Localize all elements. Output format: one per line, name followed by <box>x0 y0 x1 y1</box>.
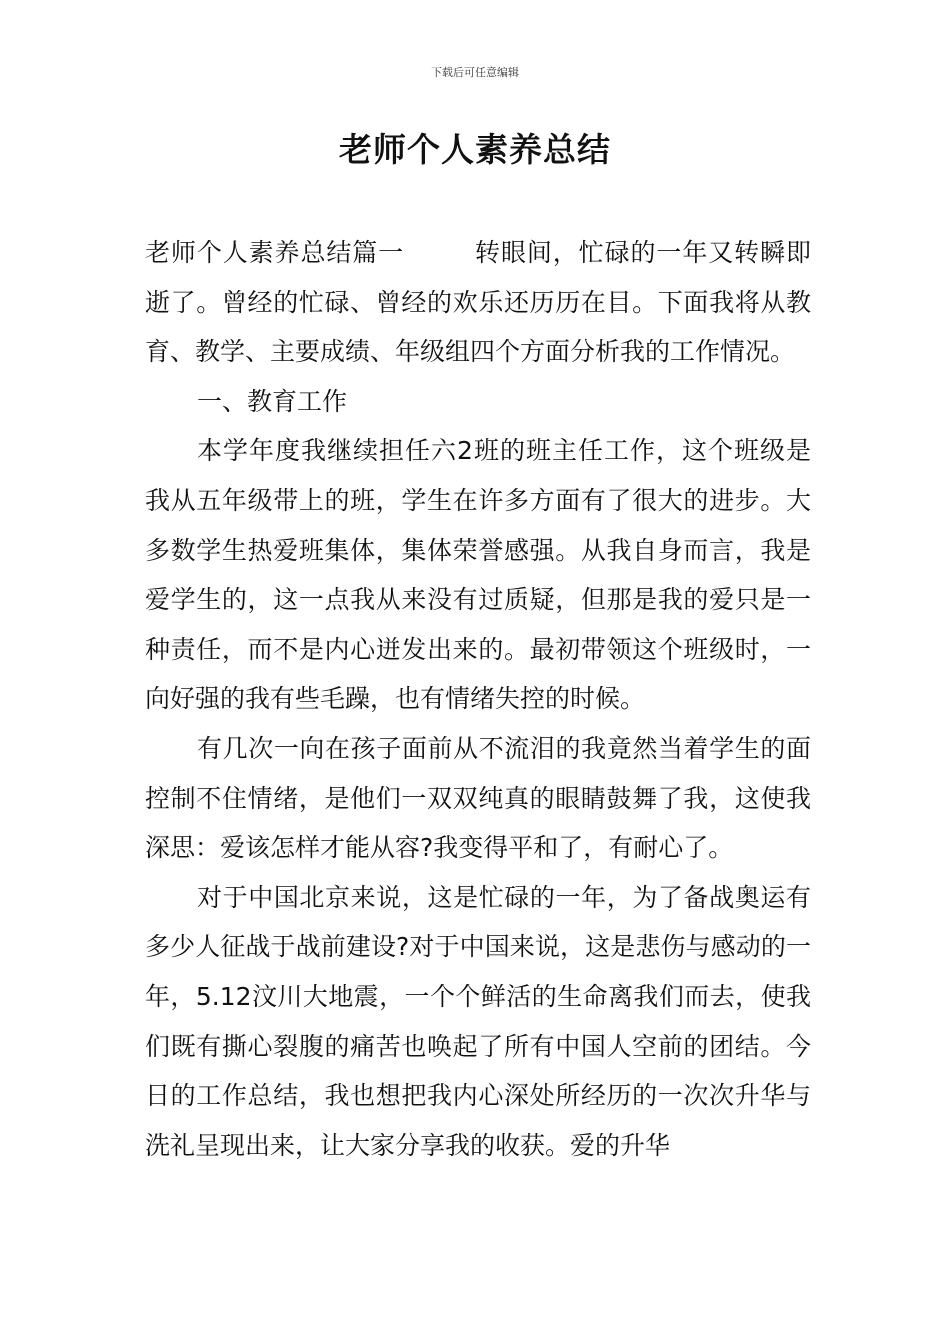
body-paragraph-3: 对于中国北京来说，这是忙碌的一年，为了备战奥运有多少人征战于战前建设?对于中国来说，这是悲伤与感动的一年，5.12汶川大地震，一个个鲜活的生命离我们而去，使我们既有撕心裂腹的痛苦也唤起了所有中国人空前的团结。今日的工作总结，我也想把我内心深处所经历的一次次升华与洗礼呈现出来，让大家分享我的收获。爱的升华 <box>145 882 811 1160</box>
document-body <box>145 228 811 1170</box>
body-paragraph-1: 本学年度我继续担任六2班的班主任工作，这个班级是我从五年级带上的班，学生在许多方面有了很大的进步。大多数学生热爱班集体，集体荣誉感强。从我自身而言，我是爱学生的，这一点我从来没有过质疑，但那是我的爱只是一种责任，而不是内心迸发出来的。最初带领这个班级时，一向好强的我有些毛躁，也有情绪失控的时候。 <box>145 436 811 714</box>
intro-text: 转眼间，忙碌的一年又转瞬即逝了。曾经的忙碌、曾经的欢乐还历历在目。下面我将从教育、教学、主要成绩、年级组四个方面分析我的工作情况。 <box>145 238 811 367</box>
section-heading: 一、教育工作 <box>197 386 348 416</box>
intro-paragraph <box>145 228 811 377</box>
header-note: 下载后可任意编辑 <box>431 66 519 79</box>
intro-lead: 老师个人素养总结篇一 <box>145 238 405 267</box>
body-paragraph-2: 有几次一向在孩子面前从不流泪的我竟然当着学生的面控制不住情绪，是他们一双双纯真的眼睛鼓舞了我，这使我深思：爱该怎样才能从容?我变得平和了，有耐心了。 <box>145 733 811 863</box>
document-title: 老师个人素养总结 <box>339 130 611 169</box>
